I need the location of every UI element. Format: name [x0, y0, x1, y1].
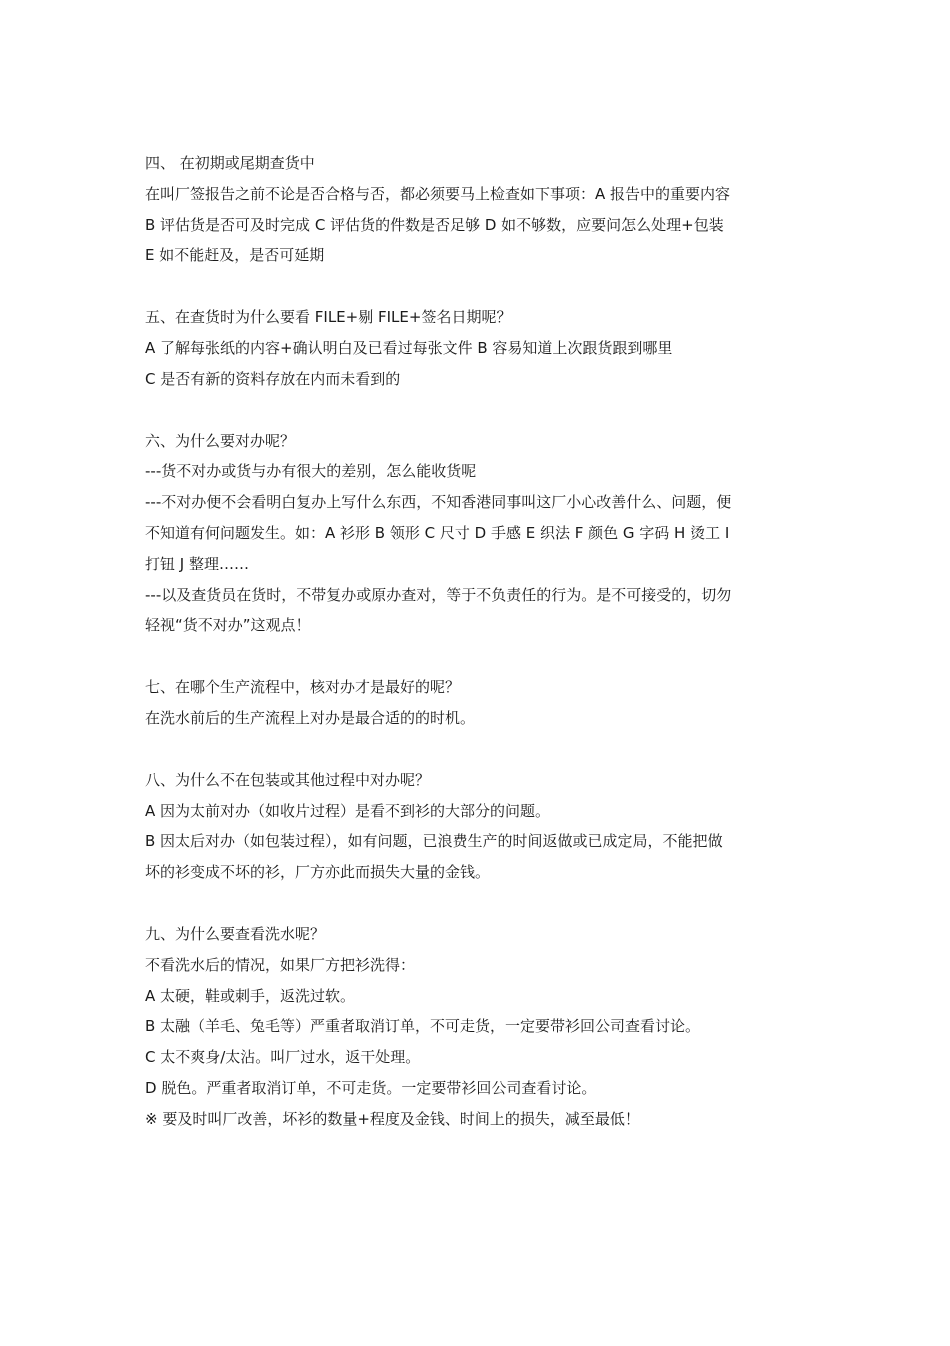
section-8: [145, 765, 810, 888]
text-line: ---货不对办或货与办有很大的差别，怎么能收货呢: [145, 462, 477, 481]
text-line: C 是否有新的资料存放在内而未看到的: [145, 369, 401, 388]
document-page: [145, 148, 810, 1135]
text-line: E 如不能赶及，是否可延期: [145, 246, 325, 265]
section-4: [145, 148, 810, 271]
text-line: 打钮 J 整理……: [145, 554, 249, 573]
text-line: B 因太后对办（如包装过程），如有问题，已浪费生产的时间返做或已成定局，不能把做: [145, 832, 723, 851]
text-line: D 脱色。严重者取消订单，不可走货。一定要带衫回公司查看讨论。: [145, 1078, 597, 1097]
text-line: 不知道有何问题发生。如：A 衫形 B 领形 C 尺寸 D 手感 E 织法 F 颜色 G 字码 H 烫工 I: [145, 523, 730, 542]
section-heading: 六、为什么要对办呢？: [145, 431, 296, 450]
section-heading: 五、在查货时为什么要看 FILE+剔 FILE+签名日期呢？: [145, 308, 512, 327]
text-line: B 太融（羊毛、兔毛等）严重者取消订单，不可走货，一定要带衫回公司查看讨论。: [145, 1017, 701, 1036]
section-heading: 九、为什么要查看洗水呢？: [145, 924, 326, 943]
text-line: 不看洗水后的情况，如果厂方把衫洗得：: [145, 955, 416, 974]
section-5: [145, 302, 810, 394]
text-line: A 太硬，鞋或刺手，返洗过软。: [145, 986, 356, 1005]
text-line: 在洗水前后的生产流程上对办是最合适的的时机。: [145, 708, 476, 727]
section-heading: 七、在哪个生产流程中，核对办才是最好的呢？: [145, 678, 461, 697]
text-line: ※ 要及时叫厂改善，坏衫的数量+程度及金钱、时间上的损失，减至最低！: [145, 1109, 640, 1128]
text-line: ---以及查货员在货时，不带复办或原办查对，等于不负责任的行为。是不可接受的，切勿: [145, 585, 732, 604]
text-line: C 太不爽身/太沾。叫厂过水，返干处理。: [145, 1048, 421, 1067]
section-heading: 四、 在初期或尾期查货中: [145, 154, 315, 172]
text-line: 在叫厂签报告之前不论是否合格与否，都必须要马上检查如下事项：A 报告中的重要内容: [145, 184, 731, 203]
text-line: A 了解每张纸的内容+确认明白及已看过每张文件 B 容易知道上次跟货跟到哪里: [145, 338, 673, 357]
text-line: 轻视“货不对办”这观点！: [145, 616, 311, 635]
text-line: ---不对办便不会看明白复办上写什么东西，不知香港同事叫这厂小心改善什么、问题，便: [145, 493, 732, 512]
section-heading: 八、为什么不在包装或其他过程中对办呢？: [145, 770, 431, 789]
section-9: [145, 919, 810, 1135]
section-7: [145, 672, 810, 734]
text-line: A 因为太前对办（如收片过程）是看不到衫的大部分的问题。: [145, 801, 551, 820]
text-line: 坏的衫变成不坏的衫，厂方亦此而损失大量的金钱。: [145, 863, 491, 882]
section-6: [145, 426, 810, 642]
text-line: B 评估货是否可及时完成 C 评估货的件数是否足够 D 如不够数，应要问怎么处理+包装: [145, 215, 724, 234]
